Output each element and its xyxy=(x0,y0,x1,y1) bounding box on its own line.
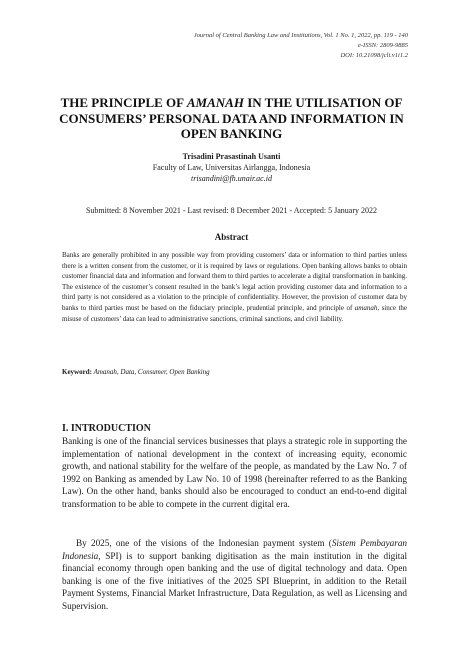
author-affiliation: Faculty of Law, Universitas Airlangga, Indonesia xyxy=(152,163,311,172)
para2-text-1: By 2025, one of the visions of the Indonesian payment system ( xyxy=(76,538,332,548)
doi: DOI: 10.21098/jcli.v1i1.2 xyxy=(340,52,408,59)
section-heading: I. INTRODUCTION xyxy=(62,423,151,434)
author-block xyxy=(40,151,423,184)
keywords-value: Amanah, Data, Consumer, Open Banking xyxy=(91,368,210,376)
journal-citation: Journal of Central Banking Law and Institutions, Vol. 1 No. 1, 2022, pp. 119 - 140 xyxy=(193,32,408,39)
abstract-italic: amanah xyxy=(354,303,378,312)
issn: e-ISSN: 2809-9885 xyxy=(357,42,408,49)
paper-title xyxy=(40,95,423,142)
keywords xyxy=(62,367,407,377)
abstract-body xyxy=(62,250,407,324)
abstract-text-2: , since the misuse of customers’ data can lead to administrative sanctions, criminal sanctions, and civil liability. xyxy=(62,303,407,323)
submission-dates: Submitted: 8 November 2021 - Last revised: 8 December 2021 - Accepted: 5 January 2022 xyxy=(85,206,378,215)
body-paragraph-1: Banking is one of the financial services businesses that plays a strategic role in supporting the implementation of national development in the context of increasing equity, economic growth, and national stability for the welfare of the people, as mandated by the Law No. 7 of 1992 on Banking as amended by Law No. 10 of 1998 (hereinafter referred to as the Banking Law). On the other hand, banks should also be encouraged to conduct an end-to-end digital transformation to be able to compete in the current digital era. xyxy=(62,436,407,509)
author-email: trisandini@fh.unair.ac.id xyxy=(191,174,272,183)
abstract-heading: Abstract xyxy=(214,232,249,242)
para2-italic: Sistem Pembayaran Indonesia xyxy=(62,538,408,561)
title-part1: THE PRINCIPLE OF xyxy=(60,95,187,110)
title-part3: IN THE UTILISATION OF CONSUMERS’ PERSONAL DATA AND INFORMATION IN OPEN BANKING xyxy=(59,95,404,141)
author-name: Trisadini Prasastinah Usanti xyxy=(182,152,281,161)
para2-text-2: , SPI) is to support banking digitisation as the main institution in the digital financial economy through open banking and the use of digital technology and data. Open banking is one of the five initiatives of the 2025 SPI Blueprint, in addition to the Retail Payment Systems, Financial Market Infrastructure, Data Regulation, as well as Licensing and Supervision. xyxy=(62,550,407,611)
body-paragraph-2 xyxy=(62,537,407,613)
keywords-label: Keyword: xyxy=(62,368,92,376)
abstract-text-1: Banks are generally prohibited in any possible way from providing customers’ data or information to third parties unless there is a written consent from the customer, or it is required by laws or regulations. Open banking allows banks to obtain customer financial data and information and forward them to third parties to accelerate a digital transformation in banking. The existence of the customer’s consent resulted in the bank’s legal action providing customer data and information to a third party is not considered as a violation to the principle of confidentiality. However, the provision of customer data by banks to third parties must be based on the fiduciary principle, prudential principle, and principle of xyxy=(62,251,407,312)
running-head xyxy=(194,31,408,61)
title-italic: AMANAH xyxy=(186,95,244,110)
